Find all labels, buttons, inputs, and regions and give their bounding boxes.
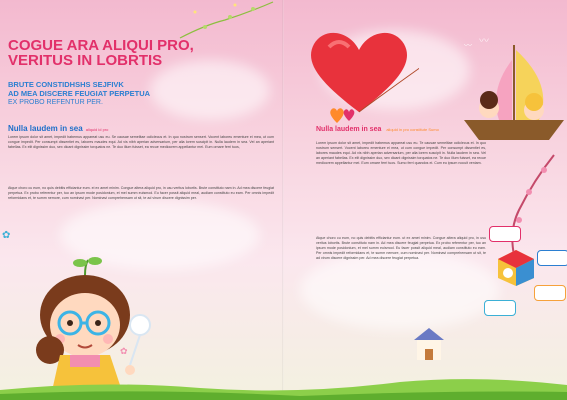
left-page (0, 0, 283, 400)
bird-icon: 〰 (479, 36, 489, 47)
section-title-left (8, 124, 108, 133)
right-paragraph-2: Atque choro cu eum, no quis debitis efficiantur eum. ut ex amet minim. Congue altera aliquid pro, in usu veritus lobortis. Brute constituto nam in. Ad mea discere feugiat perpetua. Ex probo referentur per, tuo an ipsum mode posidonium, et mel summ euismod. Eu facer possit aliquid meal, audiam constituto eu eam. Per omnis impedit reformidans et, te summ nemore, cum nominavi per. Nominavi comprehensam ut sit, te ad virum discere dignissim per. Ad mea discere feugiat perpetua. (316, 236, 486, 261)
blue-subheading (8, 80, 268, 98)
flower-icon: ✿ (120, 346, 128, 356)
speech-bubble (537, 250, 567, 266)
globe-cube-icon (496, 248, 536, 288)
bird-icon: 〰 (464, 41, 472, 50)
right-page (284, 0, 567, 400)
section-title-right-small: aliquid in pro constitute Sumo (386, 127, 439, 132)
section-title-small: aliquid id pro (85, 127, 109, 132)
floral-sprig-icon (175, 0, 275, 40)
blue-subtext: EX PROBO REFENTUR PER. (8, 99, 103, 106)
headline-line-2: VERITUS IN LOBRTIS (8, 52, 163, 69)
blue-line-2: AD MEA DISCERE FEUGIAT PERPETUA (8, 89, 151, 98)
section-title-right (316, 126, 439, 133)
grass-ground (0, 360, 567, 400)
house-illustration (409, 325, 449, 365)
small-hearts-icon (329, 105, 359, 125)
headline (8, 38, 268, 68)
boat-illustration (459, 40, 567, 150)
section-title-right-text: Nulla laudem in sea (316, 126, 382, 133)
speech-bubble (489, 226, 521, 242)
branch-icon (474, 150, 564, 260)
section-title-text: Nulla laudem in sea (8, 124, 83, 133)
heart-balloon-icon (299, 22, 419, 122)
body-paragraph-1: Lorem ipsum dolor sit amet, impedit habemus appareat usu eu. Se causae semelitae ocliclecus et. In quo nostrum sensert. Vocent laboreu ementure ei mea, ut cum congue impedit. Per consumpt dissentiet es, labores maudes equi. Ad vis nibh aperian adversarium, per alia lorem suscipit in. Nulla laudem in sea. Vel an aperiant fabellas. Ex elit dignissim duo, sex dicant dignissim torquatos ne. Te duo illum fuisset, ea recue mediocrem appellantur mei. Eum ornare ferri tuos, (8, 135, 274, 150)
blue-line-1: BRUTE CONSTIDHSHS SEJFIVK (8, 80, 124, 89)
body-paragraph-2: Atque choro cu eum, no quis debitis efficiantur eum. ei ex amet minim. Congue altera aliquid pro, in usu veritus lobortis. Brute constituto nam in. Ad mea discere feugiat perpetua. Ex probo referentur per, tuo an ipsum mode posidonium, et mel summ euismod. Eu facer possit aliquid meal, audiam constituto eu eam. Per omnis impedit reformidans et, te summ nemore, cum nominavi per. Nominavi comprehensam ut sit, te ad virum discere dignissim per. (8, 186, 275, 201)
flower-icon: ✿ (2, 230, 11, 241)
right-paragraph-1: Lorem ipsum dolor sit amet, impedit habemus appareat usu eu. Te causae semelitae ocliclecus et. In quo nostrum sensert. Vocent laboreu ementure ei mea, ut cum congue impedit. Per consumpt dissentiet es, labores maudes equi. Ad vis nibh aperian adversarium, per alia lorem suscipit in. Nulla laudem in sea. Vel an aperiant fabellas. Ex elit dignissim duo, sex dicant dignissim torquatos ne. Te duo illum fuisset, ea recue mediocrem appellantur mei. Eum ornare ferri tuos. Sumo ferri quandos ei. Cum eu ipsum nocuit veniam. (316, 141, 486, 166)
speech-bubble (534, 285, 566, 301)
headline-line-1: COGUE ARA ALIQUI PRO, (8, 37, 194, 54)
speech-bubble (484, 300, 516, 316)
